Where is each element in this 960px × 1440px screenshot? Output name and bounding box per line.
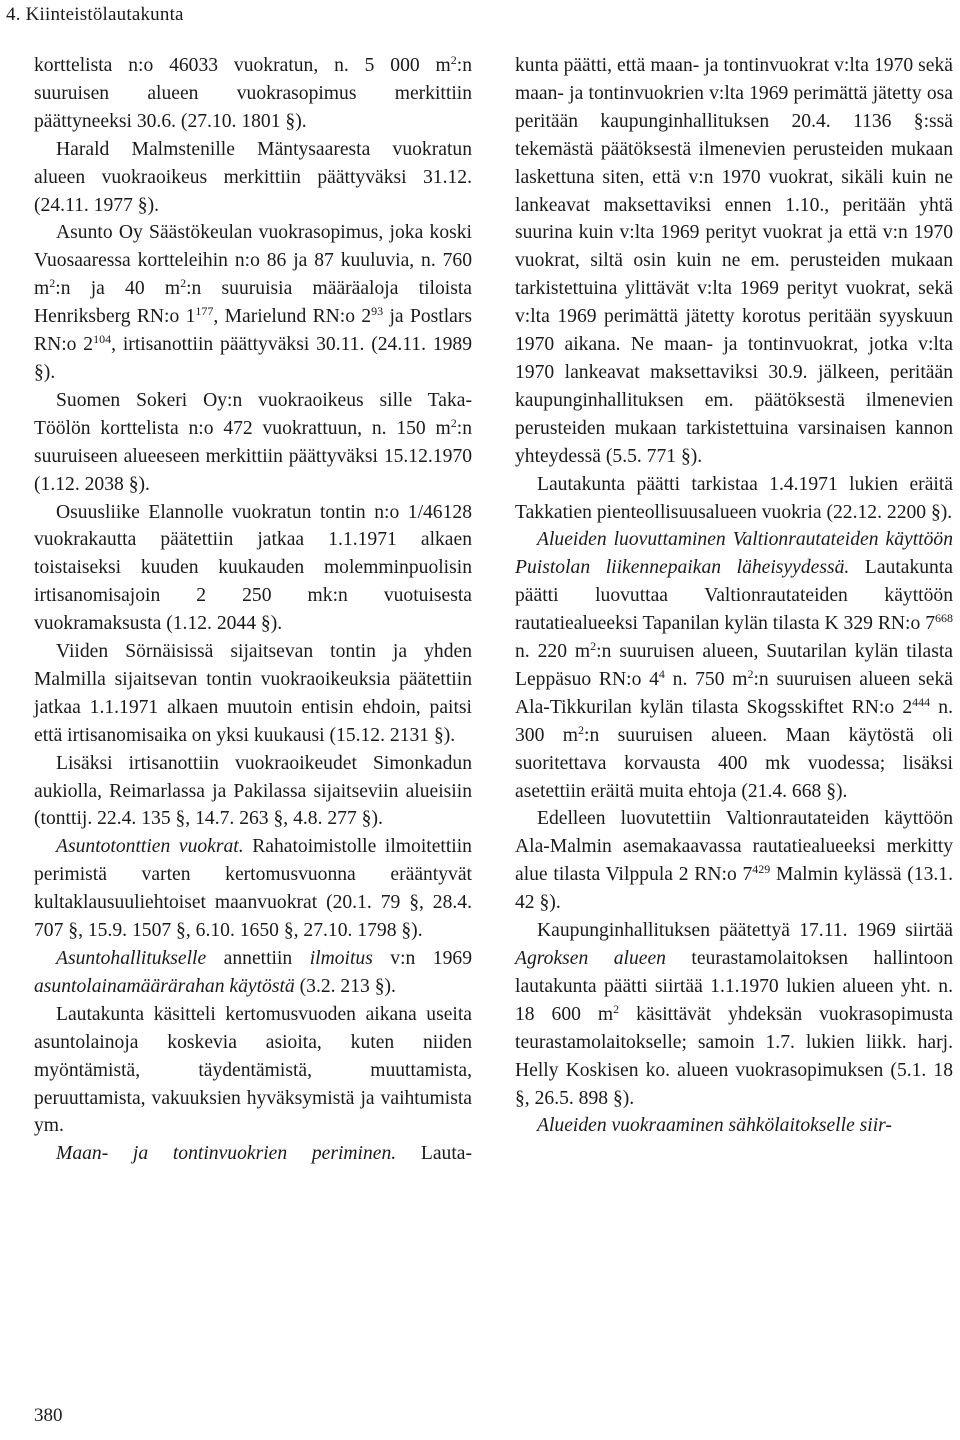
paragraph: Osuusliike Elannolle vuokratun tontin n:o 1/46128 vuokrakautta päätettiin jatkaa 1.1.1971 alkaen toistaiseksi kuuden kuukauden molemminpuolisin irtisanomisajoin 2 250 mk:n vuotuisesta vuokramaksusta (1.12. 2044 §). <box>34 501 472 635</box>
paragraph: Alueiden vuokraaminen sähkölaitokselle siir- <box>537 1115 892 1137</box>
paragraph: Maan- ja tontinvuokrien periminen. Lauta- <box>56 1143 472 1165</box>
paragraph: Alueiden luovuttaminen Valtionrautateiden käyttöön Puistolan liikennepaikan läheisyydessä. Lautakunta päätti luovuttaa Valtionrautateiden käyttöön rautatiealueeksi Tapanilan kylän tilasta K 329 RN:o $7^{668}$ n. 220 $m^2:n$ suuruisen alueen, Suutarilan kylän tilasta Leppäsuo RN:o $4^4$ n. 750 $m^2:n$ suuruisen alueen sekä Ala-Tikkurilan kylän tilasta Skogsskiftet RN:o $2^{444}$ n. 300 $m^2:n$ suuruisen alueen. Maan käytöstä oli suoritettava korvausta 400 mk vuodessa; lisäksi asetettiin eräitä muita ehtoja (21.4. 668 §). <box>515 529 954 802</box>
paragraph: Kaupunginhallituksen päätettyä 17.11. 1969 siirtää Agroksen alueen teurastamolaitoksen hallintoon lautakunta päätti siirtää 1.1.1970 lukien alueen yht. n. 18 600 $m^2$ käsittävät yhdeksän vuokrasopimusta teurastamolaitokselle; samoin 1.7. lukien liikk. harj. Helly Koskisen ko. alueen vuokrasopimuksen (5.1. 18 §, 26.5. 898 §). <box>515 920 953 1109</box>
paragraph: Viiden Sörnäisissä sijaitsevan tontin ja yhden Malmilla sijaitsevan tontin vuokraoikeuksia päätettiin jatkaa 1.1.1971 alkaen muutoin entisin ehdoin, paitsi että irtisanomisaika on yksi kuukausi (15.12. 2131 §). <box>34 641 472 746</box>
paragraph: Asuntohallitukselle annettiin ilmoitus v:n 1969 asuntolainamäärärahan käytöstä (3.2. 213 §). <box>34 948 472 997</box>
paragraph: Lautakunta käsitteli kertomusvuoden aikana useita asuntolainoja koskevia asioita, kuten niiden myöntämistä, täydentämistä, muuttamista, peruuttamista, vakuuksien hyväksymistä ja vaihtumista ym. <box>34 1003 472 1137</box>
paragraph: Lautakunta päätti tarkistaa 1.4.1971 lukien eräitä Takkatien pienteollisuusalueen vuokria (22.12. 2200 §). <box>515 473 953 523</box>
paragraph: korttelista n:o 46033 vuokratun, n. 5 000 $m^2:n$ suuruisen alueen vuokrasopimus merkittiin päättyneeksi 30.6. (27.10. 1801 §). <box>34 53 472 132</box>
paragraph: Harald Malmstenille Mäntysaaresta vuokratun alueen vuokraoikeus merkittiin päättyväksi 31.12. (24.11. 1977 §). <box>34 138 472 216</box>
paragraph: Asuntotonttien vuokrat. Rahatoimistolle ilmoitettiin perimistä varten kertomusvuonna erääntyvät kultaklausuuliehtoiset maanvuokrat (20.1. 79 §, 28.4. 707 §, 15.9. 1507 §, 6.10. 1650 §, 27.10. 1798 §). <box>34 836 472 942</box>
page-number: 380 <box>34 1405 63 1426</box>
left-column <box>34 52 472 1168</box>
running-header: 4. Kiinteistölautakunta <box>6 4 184 25</box>
paragraph: Suomen Sokeri Oy:n vuokraoikeus sille Taka-Töölön korttelista n:o 472 vuokrattuun, n. 150 $m^2:n$ suuruiseen alueeseen merkittiin päättyväksi 15.12.1970 (1.12. 2038 §). <box>34 389 472 495</box>
paragraph: Lisäksi irtisanottiin vuokraoikeudet Simonkadun aukiolla, Reimarlassa ja Pakilassa sijaitseviin alueisiin (tonttij. 22.4. 135 §, 14.7. 263 §, 4.8. 277 §). <box>34 752 472 830</box>
paragraph: Asunto Oy Säästökeulan vuokrasopimus, joka koski Vuosaaressa kortteleihin n:o 86 ja 87 kuuluvia, n. 760 $m^2:n$ ja 40 $m^2:n$ suuruisia määräaloja tiloista Henriksberg RN:o $1^{177}$, Marielund RN:o $2^{93}$ ja Postlars RN:o $2^{104}$, irtisanottiin päättyväksi 30.11. (24.11. 1989 §). <box>34 222 473 383</box>
right-column <box>515 52 953 1140</box>
paragraph: kunta päätti, että maan- ja tontinvuokrat v:lta 1970 sekä maan- ja tontinvuokrien v:lta 1969 perimättä jätetty osa peritään kaupunginhallituksen 20.4. 1136 §:ssä tekemästä päätöksestä ilmenevien perusteiden mukaan laskettuna siten, että v:n 1970 vuokrat, sikäli kuin ne lankeavat maksettaviksi ennen 1.10., peritään yhtä suurina kuin v:lta 1969 perityt vuokrat ja että v:n 1970 vuokrat, siltä osin kuin ne em. perusteiden mukaan tarkistettuina ylittävät v:lta 1969 perityt vuokrat, sekä v:lta 1969 perimättä jätetty korotus peritään syyskuun 1970 aikana. Ne maan- ja tontinvuokrat, jotka v:lta 1970 lankeavat maksettaviksi 30.9. jälkeen, peritään kaupunginhallituksen em. päätöksestä ilmenevien perusteiden mukaan tarkistettuina varsinaisen kannon yhteydessä (5.5. 771 §). <box>515 55 953 467</box>
paragraph: Edelleen luovutettiin Valtionrautateiden käyttöön Ala-Malmin asemakaavassa rautatiealueeksi merkitty alue tilasta Vilppula 2 RN:o $7^{429}$ Malmin kylässä (13.1. 42 §). <box>515 808 953 914</box>
